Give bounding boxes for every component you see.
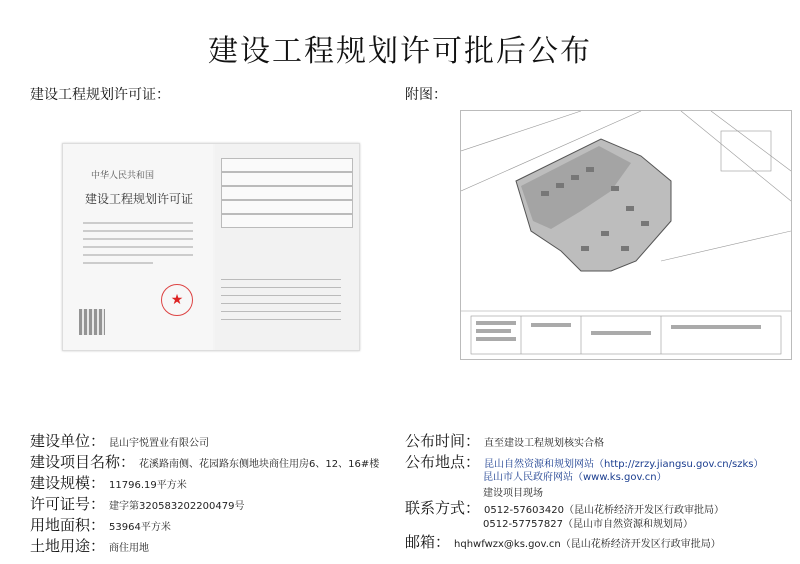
info-publish-time xyxy=(405,430,604,451)
site-plan-drawing xyxy=(461,111,791,359)
contact-key: 联系方式： xyxy=(405,499,481,517)
project-name-value: 花溪路南侧、花园路东侧地块商住用房6、12、16#楼 xyxy=(139,459,380,470)
certificate-left-page xyxy=(63,144,213,350)
certificate-title: 建设工程规划许可证 xyxy=(85,192,194,206)
info-contact-2 xyxy=(483,515,693,531)
info-land-area xyxy=(30,514,171,535)
info-project-name xyxy=(30,451,379,472)
contact-phone-2: 0512-57757827（昆山市自然资源和规划局） xyxy=(483,519,693,530)
info-permit-no xyxy=(30,493,244,514)
info-email xyxy=(405,531,721,552)
email-key: 邮箱： xyxy=(405,533,451,551)
scale-key: 建设规模： xyxy=(30,474,106,492)
publish-time-key: 公布时间： xyxy=(405,432,481,450)
site-plan-attachment-image[interactable] xyxy=(460,110,792,360)
info-scale xyxy=(30,472,187,493)
page-title: 建设工程规划许可批后公布 xyxy=(208,34,592,69)
land-use-key: 土地用途： xyxy=(30,537,106,555)
publish-place-key: 公布地点： xyxy=(405,453,481,471)
builder-key: 建设单位： xyxy=(30,432,106,450)
land-area-key: 用地面积： xyxy=(30,516,106,534)
info-publish-place-2 xyxy=(483,468,667,484)
info-builder xyxy=(30,430,209,451)
permit-no-key: 许可证号： xyxy=(30,495,106,513)
attachment-section-label: 附图： xyxy=(405,87,447,103)
land-use-value: 商住用地 xyxy=(109,543,150,554)
certificate-right-page xyxy=(215,144,359,350)
scale-value: 11796.19平方米 xyxy=(109,480,187,491)
builder-value: 昆山宇悦置业有限公司 xyxy=(109,438,210,449)
publish-place-site: 建设项目现场 xyxy=(483,488,543,499)
permit-certificate-image[interactable] xyxy=(62,143,360,351)
info-land-use xyxy=(30,535,149,556)
project-name-key: 建设项目名称： xyxy=(30,453,136,471)
certificate-header: 中华人民共和国 xyxy=(91,171,155,181)
contact-phone-1: 0512-57603420（昆山花桥经济开发区行政审批局） xyxy=(484,505,724,516)
land-area-value: 53964平方米 xyxy=(109,522,171,533)
publish-place-gov-link[interactable]: 昆山市人民政府网站（www.ks.gov.cn） xyxy=(483,472,667,483)
qr-code-icon xyxy=(79,309,105,335)
official-seal-icon: ★ xyxy=(161,284,193,316)
email-value[interactable]: hqhwfwzx@ks.gov.cn（昆山花桥经济开发区行政审批局） xyxy=(454,539,721,550)
publish-place-website-link[interactable]: 昆山自然资源和规划网站（http://zrzy.jiangsu.gov.cn/szks） xyxy=(484,459,764,470)
publish-time-value: 直至建设工程规划核实合格 xyxy=(484,438,605,449)
permit-section-label: 建设工程规划许可证： xyxy=(30,87,170,103)
permit-no-value: 建字第320583202200479号 xyxy=(109,501,245,512)
